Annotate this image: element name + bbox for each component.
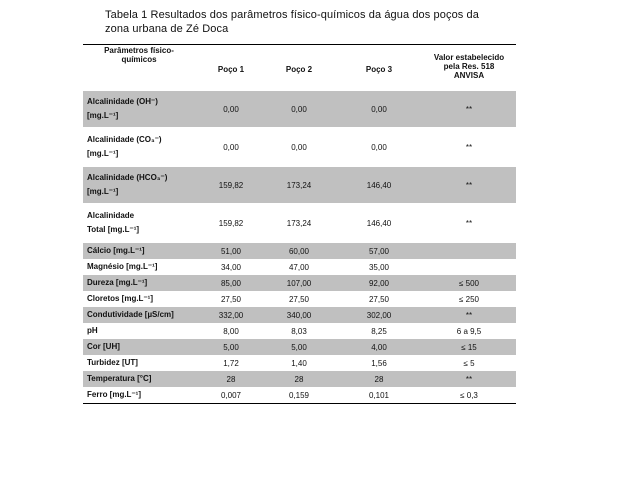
cell-poco-1: 159,82 bbox=[218, 218, 244, 228]
cell-valor: ** bbox=[465, 142, 473, 152]
row-label: Condutividade [µS/cm] bbox=[87, 310, 174, 319]
header-val-line3: ANVISA bbox=[453, 71, 485, 80]
cell-poco-1: 1,72 bbox=[223, 358, 239, 368]
cell-poco-2: 27,50 bbox=[288, 294, 310, 304]
header-param-line1: Parâmetros físico- bbox=[104, 46, 174, 55]
cell-poco-1: 34,00 bbox=[220, 262, 242, 272]
cell-poco-1: 28 bbox=[226, 374, 236, 384]
row-label: Turbidez [UT] bbox=[87, 358, 138, 367]
row-label: Cloretos [mg.L⁻¹] bbox=[87, 294, 153, 303]
cell-poco-1: 51,00 bbox=[220, 246, 242, 256]
cell-valor bbox=[421, 259, 517, 275]
cell-poco-3: 35,00 bbox=[368, 262, 390, 272]
cell-poco-1: 0,007 bbox=[220, 390, 242, 400]
cell-poco-2: 173,24 bbox=[286, 180, 312, 190]
cell-poco-1: 0,00 bbox=[223, 104, 239, 114]
table-row bbox=[83, 275, 516, 291]
cell-poco-1: 85,00 bbox=[220, 278, 242, 288]
row-label: Ferro [mg.L⁻¹] bbox=[87, 390, 141, 399]
table-row bbox=[83, 323, 516, 339]
cell-poco-3: 0,00 bbox=[371, 104, 387, 114]
cell-valor bbox=[421, 243, 517, 259]
table-row bbox=[83, 307, 516, 323]
header-val-line2: pela Res. 518 bbox=[443, 62, 495, 71]
table-row bbox=[83, 167, 516, 203]
header-valor-estabelecido bbox=[421, 53, 517, 80]
cell-poco-3: 27,50 bbox=[368, 294, 390, 304]
table-row bbox=[83, 129, 516, 165]
cell-poco-2: 28 bbox=[294, 374, 304, 384]
cell-poco-2: 173,24 bbox=[286, 218, 312, 228]
header-parametros bbox=[89, 46, 189, 64]
results-table bbox=[83, 44, 516, 404]
row-label: Dureza [mg.L⁻¹] bbox=[87, 278, 148, 287]
row-label-line1: Alcalinidade (CO₃⁻) bbox=[87, 135, 162, 144]
header-param-line2: químicos bbox=[121, 55, 157, 64]
cell-valor: ≤ 250 bbox=[459, 294, 479, 304]
cell-poco-2: 47,00 bbox=[288, 262, 310, 272]
cell-poco-3: 92,00 bbox=[368, 278, 390, 288]
cell-poco-3: 28 bbox=[374, 374, 384, 384]
cell-valor: ** bbox=[465, 310, 473, 320]
table-row bbox=[83, 355, 516, 371]
row-label: pH bbox=[87, 326, 98, 335]
row-label: Cálcio [mg.L⁻¹] bbox=[87, 246, 145, 255]
table-row bbox=[83, 259, 516, 275]
cell-valor: ≤ 15 bbox=[461, 342, 477, 352]
cell-valor: ** bbox=[465, 104, 473, 114]
cell-valor: ** bbox=[465, 374, 473, 384]
bottom-rule bbox=[83, 403, 516, 404]
row-label: Temperatura [°C] bbox=[87, 374, 152, 383]
cell-poco-3: 1,56 bbox=[371, 358, 387, 368]
table-row bbox=[83, 243, 516, 259]
cell-poco-2: 60,00 bbox=[288, 246, 310, 256]
cell-valor: ≤ 5 bbox=[463, 358, 475, 368]
header-poco-3: Poço 3 bbox=[365, 65, 393, 74]
cell-poco-2: 8,03 bbox=[291, 326, 307, 336]
cell-poco-3: 4,00 bbox=[371, 342, 387, 352]
cell-poco-1: 5,00 bbox=[223, 342, 239, 352]
cell-poco-2: 0,159 bbox=[288, 390, 310, 400]
row-label: Cor [UH] bbox=[87, 342, 120, 351]
cell-poco-3: 0,00 bbox=[371, 142, 387, 152]
cell-poco-1: 0,00 bbox=[223, 142, 239, 152]
caption-line-1: Tabela 1 Resultados dos parâmetros físico-químicos da água dos poços da bbox=[105, 9, 479, 21]
header-poco-2: Poço 2 bbox=[285, 65, 313, 74]
table-caption bbox=[105, 8, 525, 36]
cell-valor: ≤ 0,3 bbox=[460, 390, 478, 400]
cell-poco-1: 27,50 bbox=[220, 294, 242, 304]
cell-poco-1: 8,00 bbox=[223, 326, 239, 336]
cell-poco-3: 146,40 bbox=[366, 218, 392, 228]
row-label bbox=[87, 167, 207, 203]
cell-poco-2: 0,00 bbox=[291, 142, 307, 152]
cell-poco-3: 302,00 bbox=[366, 310, 392, 320]
cell-valor: ≤ 500 bbox=[459, 278, 479, 288]
row-label-line1: Alcalinidade bbox=[87, 211, 135, 220]
cell-valor: ** bbox=[465, 218, 473, 228]
table-row bbox=[83, 91, 516, 127]
table-row bbox=[83, 387, 516, 403]
row-label: Magnésio [mg.L⁻¹] bbox=[87, 262, 158, 271]
row-label bbox=[87, 91, 207, 127]
table-row bbox=[83, 339, 516, 355]
cell-poco-2: 340,00 bbox=[286, 310, 312, 320]
row-label-line2: [mg.L⁻¹] bbox=[87, 149, 119, 158]
row-label-line2: Total [mg.L⁻¹] bbox=[87, 225, 140, 234]
row-label-line1: Alcalinidade (HCO₃⁻) bbox=[87, 173, 168, 182]
cell-poco-2: 1,40 bbox=[291, 358, 307, 368]
cell-poco-2: 107,00 bbox=[286, 278, 312, 288]
caption-line-2: zona urbana de Zé Doca bbox=[105, 23, 229, 35]
table-header bbox=[83, 45, 516, 91]
table-row bbox=[83, 291, 516, 307]
header-poco-1: Poço 1 bbox=[217, 65, 245, 74]
cell-poco-3: 8,25 bbox=[371, 326, 387, 336]
cell-poco-3: 0,101 bbox=[368, 390, 390, 400]
row-label-line2: [mg.L⁻¹] bbox=[87, 111, 119, 120]
row-label bbox=[87, 129, 207, 165]
row-label bbox=[87, 205, 207, 241]
table-row bbox=[83, 371, 516, 387]
cell-poco-1: 332,00 bbox=[218, 310, 244, 320]
table-row bbox=[83, 205, 516, 241]
header-val-line1: Valor estabelecido bbox=[433, 53, 505, 62]
cell-poco-3: 146,40 bbox=[366, 180, 392, 190]
row-label-line2: [mg.L⁻¹] bbox=[87, 187, 119, 196]
row-label-line1: Alcalinidade (OH⁻) bbox=[87, 97, 158, 106]
cell-poco-2: 0,00 bbox=[291, 104, 307, 114]
cell-valor: 6 a 9,5 bbox=[456, 326, 482, 336]
cell-poco-1: 159,82 bbox=[218, 180, 244, 190]
cell-valor: ** bbox=[465, 180, 473, 190]
cell-poco-2: 5,00 bbox=[291, 342, 307, 352]
cell-poco-3: 57,00 bbox=[368, 246, 390, 256]
